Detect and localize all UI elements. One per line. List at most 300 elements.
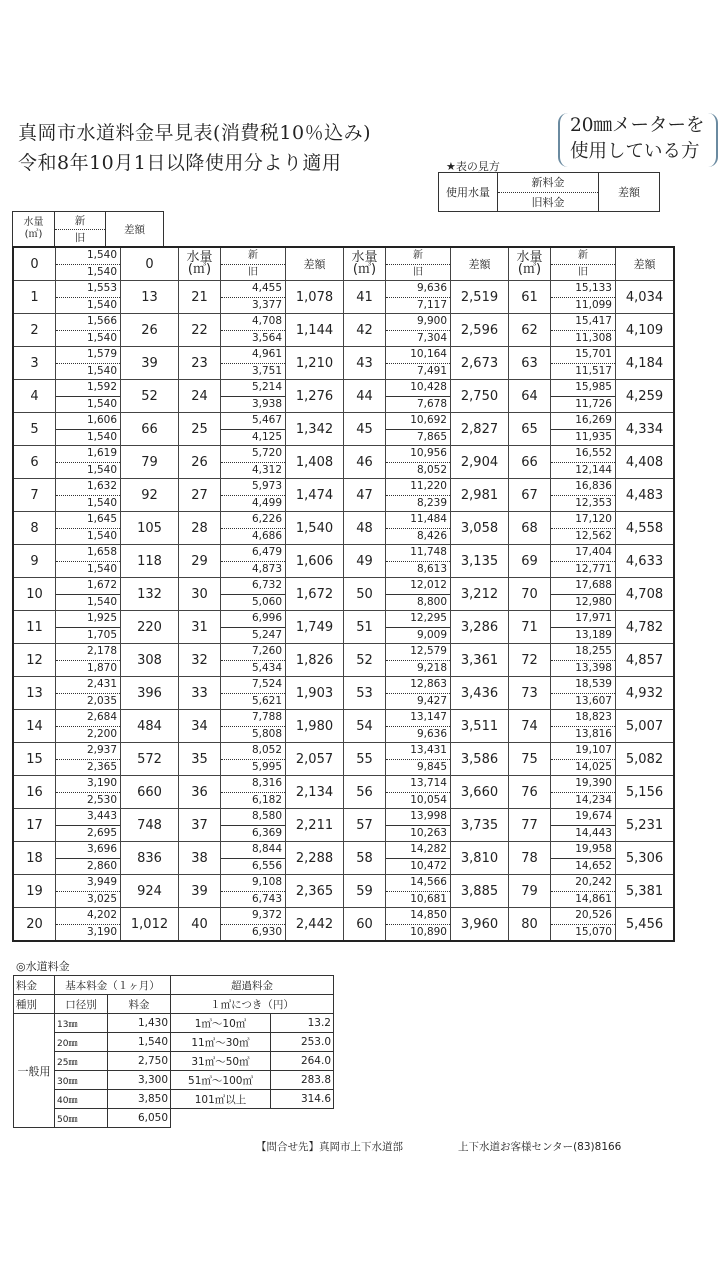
cell-new-old xyxy=(221,314,286,347)
cell-new-old xyxy=(221,347,286,380)
cell-quantity: 67 xyxy=(509,479,551,512)
cell-quantity: 4 xyxy=(13,380,56,413)
cell-new-old xyxy=(551,512,616,545)
cell-diff: 5,381 xyxy=(616,875,675,908)
cell-new-old xyxy=(386,809,451,842)
cell-new: 19,107 xyxy=(551,743,615,760)
cell-old: 5,434 xyxy=(251,661,282,674)
legend-old: 旧料金 xyxy=(498,192,599,212)
cell-old: 7,304 xyxy=(416,331,447,344)
cell-new: 17,120 xyxy=(551,512,615,529)
fee-h-diameter: 口径別 xyxy=(55,995,108,1014)
cell-quantity: 50 xyxy=(344,578,386,611)
cell-quantity: 49 xyxy=(344,545,386,578)
cell-new-old xyxy=(386,347,451,380)
cell-new-old xyxy=(386,908,451,942)
cell-old: 4,499 xyxy=(251,496,282,509)
cell-new-old xyxy=(221,644,286,677)
cell-old: 3,564 xyxy=(251,331,282,344)
legend-usage: 使用水量 xyxy=(439,173,498,212)
cell-new: 9,900 xyxy=(386,314,450,331)
cell-new-old xyxy=(551,677,616,710)
cell-new: 19,390 xyxy=(551,776,615,793)
cell-diff: 5,156 xyxy=(616,776,675,809)
cell-new: 8,844 xyxy=(221,842,285,859)
cell-new-old xyxy=(221,380,286,413)
cell-diff: 3,586 xyxy=(451,743,509,776)
main-table-header xyxy=(12,211,164,247)
fee-range: 11㎥～30㎥ xyxy=(171,1033,271,1052)
cell-diff: 92 xyxy=(121,479,179,512)
cell-old: 15,070 xyxy=(575,925,612,938)
cell-new: 9,372 xyxy=(221,908,285,925)
cell-new: 3,696 xyxy=(56,842,120,859)
cell-diff: 308 xyxy=(121,644,179,677)
cell-quantity: 44 xyxy=(344,380,386,413)
cell-old: 1,540 xyxy=(86,562,117,575)
table-row xyxy=(13,281,674,314)
cell-diff: 1,144 xyxy=(286,314,344,347)
cell-diff: 1,749 xyxy=(286,611,344,644)
cell-old: 14,234 xyxy=(575,793,612,806)
cell-new-old xyxy=(551,347,616,380)
cell-old: 1,540 xyxy=(86,364,117,377)
cell-diff: 3,511 xyxy=(451,710,509,743)
cell-diff: 3,286 xyxy=(451,611,509,644)
cell-old: 6,930 xyxy=(251,925,282,938)
cell-quantity: 70 xyxy=(509,578,551,611)
cell-old: 7,865 xyxy=(416,430,447,443)
cell-quantity: 24 xyxy=(179,380,221,413)
cell-old: 9,845 xyxy=(416,760,447,773)
cell-quantity: 69 xyxy=(509,545,551,578)
fee-basic: 3,850 xyxy=(108,1090,171,1109)
fee-range: 101㎥以上 xyxy=(171,1090,271,1109)
cell-new-old xyxy=(56,413,121,446)
cell-old: 9,636 xyxy=(416,727,447,740)
fee-diameter: 50㎜ xyxy=(55,1109,108,1128)
cell-new: 13,714 xyxy=(386,776,450,793)
cell-diff: 3,735 xyxy=(451,809,509,842)
cell-new: 6,996 xyxy=(221,611,285,628)
cell-diff: 5,007 xyxy=(616,710,675,743)
cell-new: 16,269 xyxy=(551,413,615,430)
cell-diff: 39 xyxy=(121,347,179,380)
cell-new-old xyxy=(221,611,286,644)
cell-quantity: 54 xyxy=(344,710,386,743)
cell-diff: 4,483 xyxy=(616,479,675,512)
cell-new: 17,971 xyxy=(551,611,615,628)
cell-old: 1,540 xyxy=(86,463,117,476)
table-row xyxy=(13,644,674,677)
cell-quantity: 65 xyxy=(509,413,551,446)
cell-new: 7,524 xyxy=(221,677,285,694)
legend-diff: 差額 xyxy=(599,173,660,212)
cell-new-old xyxy=(221,413,286,446)
cell-new: 12,012 xyxy=(386,578,450,595)
cell-new: 12,295 xyxy=(386,611,450,628)
cell-old: 2,695 xyxy=(86,826,117,839)
cell-diff: 4,782 xyxy=(616,611,675,644)
cell-diff: 4,708 xyxy=(616,578,675,611)
cell-quantity: 79 xyxy=(509,875,551,908)
cell-new-old xyxy=(386,479,451,512)
cell-old: 8,052 xyxy=(416,463,447,476)
cell-diff: 66 xyxy=(121,413,179,446)
cell-diff: 26 xyxy=(121,314,179,347)
cell-diff: 0 xyxy=(121,247,179,281)
cell-diff: 1,012 xyxy=(121,908,179,942)
cell-old: 10,054 xyxy=(410,793,447,806)
cell-quantity: 17 xyxy=(13,809,56,842)
cell-old: 9,009 xyxy=(416,628,447,641)
cell-diff: 4,184 xyxy=(616,347,675,380)
table-row xyxy=(13,776,674,809)
fee-basic: 1,540 xyxy=(108,1033,171,1052)
cell-old: 4,686 xyxy=(251,529,282,542)
cell-new: 17,688 xyxy=(551,578,615,595)
cell-new: 8,052 xyxy=(221,743,285,760)
cell-diff: 924 xyxy=(121,875,179,908)
cell-quantity: 42 xyxy=(344,314,386,347)
column-header-diff: 差額 xyxy=(451,247,509,281)
cell-quantity: 45 xyxy=(344,413,386,446)
cell-new: 4,202 xyxy=(56,908,120,925)
cell-diff: 105 xyxy=(121,512,179,545)
cell-old: 2,035 xyxy=(86,694,117,707)
cell-quantity: 27 xyxy=(179,479,221,512)
cell-diff: 3,810 xyxy=(451,842,509,875)
column-header-quantity: 水量 (㎥) xyxy=(344,247,386,281)
cell-old: 2,365 xyxy=(86,760,117,773)
cell-diff: 2,673 xyxy=(451,347,509,380)
column-header-quantity: 水量 (㎥) xyxy=(509,247,551,281)
fee-rate: 283.8 xyxy=(271,1071,334,1090)
cell-quantity: 61 xyxy=(509,281,551,314)
cell-new-old xyxy=(56,677,121,710)
cell-quantity: 14 xyxy=(13,710,56,743)
cell-new-old xyxy=(551,479,616,512)
cell-new-old xyxy=(386,842,451,875)
table-row xyxy=(13,875,674,908)
fee-rate: 314.6 xyxy=(271,1090,334,1109)
cell-new: 15,417 xyxy=(551,314,615,331)
fee-diameter: 25㎜ xyxy=(55,1052,108,1071)
cell-new-old xyxy=(551,314,616,347)
cell-old: 1,540 xyxy=(86,265,117,278)
cell-diff: 1,672 xyxy=(286,578,344,611)
legend-new: 新料金 xyxy=(498,173,599,193)
cell-old: 3,938 xyxy=(251,397,282,410)
cell-old: 4,873 xyxy=(251,562,282,575)
cell-quantity: 15 xyxy=(13,743,56,776)
cell-old: 5,995 xyxy=(251,760,282,773)
cell-quantity: 52 xyxy=(344,644,386,677)
table-row xyxy=(13,743,674,776)
cell-old: 12,771 xyxy=(575,562,612,575)
cell-quantity: 57 xyxy=(344,809,386,842)
cell-new-old xyxy=(386,875,451,908)
cell-new: 1,658 xyxy=(56,545,120,562)
cell-quantity: 71 xyxy=(509,611,551,644)
fee-row xyxy=(14,1014,334,1033)
page-title: 真岡市水道料金早見表(消費税10％込み) xyxy=(18,122,372,144)
cell-new-old xyxy=(386,446,451,479)
fee-basic: 1,430 xyxy=(108,1014,171,1033)
cell-quantity: 40 xyxy=(179,908,221,942)
cell-quantity: 64 xyxy=(509,380,551,413)
cell-diff: 2,365 xyxy=(286,875,344,908)
cell-quantity: 33 xyxy=(179,677,221,710)
cell-diff: 3,436 xyxy=(451,677,509,710)
cell-quantity: 3 xyxy=(13,347,56,380)
cell-old: 7,491 xyxy=(416,364,447,377)
cell-new: 2,431 xyxy=(56,677,120,694)
cell-diff: 1,474 xyxy=(286,479,344,512)
column-header-new-old: 新 旧 xyxy=(386,247,451,281)
cell-new-old xyxy=(386,380,451,413)
column-header-diff: 差額 xyxy=(286,247,344,281)
cell-quantity: 0 xyxy=(13,247,56,281)
cell-quantity: 30 xyxy=(179,578,221,611)
cell-new: 15,985 xyxy=(551,380,615,397)
cell-new: 2,178 xyxy=(56,644,120,661)
cell-quantity: 55 xyxy=(344,743,386,776)
cell-new-old xyxy=(56,809,121,842)
cell-new-old xyxy=(551,413,616,446)
table-row xyxy=(13,842,674,875)
table-row xyxy=(13,446,674,479)
cell-new: 6,479 xyxy=(221,545,285,562)
cell-new-old xyxy=(221,776,286,809)
cell-new: 7,260 xyxy=(221,644,285,661)
cell-diff: 220 xyxy=(121,611,179,644)
header-new: 新 xyxy=(55,212,106,230)
cell-diff: 3,212 xyxy=(451,578,509,611)
cell-diff: 52 xyxy=(121,380,179,413)
cell-new: 10,956 xyxy=(386,446,450,463)
cell-diff: 4,408 xyxy=(616,446,675,479)
cell-new: 1,619 xyxy=(56,446,120,463)
cell-diff: 4,109 xyxy=(616,314,675,347)
fee-range: 51㎥～100㎥ xyxy=(171,1071,271,1090)
cell-new-old xyxy=(221,281,286,314)
cell-new: 18,255 xyxy=(551,644,615,661)
cell-old: 13,189 xyxy=(575,628,612,641)
cell-new-old xyxy=(551,809,616,842)
cell-new: 12,863 xyxy=(386,677,450,694)
cell-diff: 2,904 xyxy=(451,446,509,479)
cell-old: 11,935 xyxy=(575,430,612,443)
cell-quantity: 20 xyxy=(13,908,56,942)
fee-rate: 253.0 xyxy=(271,1033,334,1052)
cell-quantity: 73 xyxy=(509,677,551,710)
rate-table xyxy=(12,246,675,942)
cell-new: 16,836 xyxy=(551,479,615,496)
table-row xyxy=(13,314,674,347)
cell-old: 2,860 xyxy=(86,859,117,872)
cell-old: 1,540 xyxy=(86,529,117,542)
cell-new: 15,133 xyxy=(551,281,615,298)
cell-new: 1,540 xyxy=(56,248,120,265)
cell-diff: 3,960 xyxy=(451,908,509,942)
cell-diff: 79 xyxy=(121,446,179,479)
cell-new: 1,925 xyxy=(56,611,120,628)
cell-old: 4,125 xyxy=(251,430,282,443)
cell-new-old xyxy=(56,644,121,677)
cell-quantity: 41 xyxy=(344,281,386,314)
cell-diff: 396 xyxy=(121,677,179,710)
cell-new-old xyxy=(221,446,286,479)
cell-new: 1,566 xyxy=(56,314,120,331)
cell-old: 8,800 xyxy=(416,595,447,608)
cell-new: 19,674 xyxy=(551,809,615,826)
cell-old: 11,726 xyxy=(575,397,612,410)
cell-diff: 1,903 xyxy=(286,677,344,710)
header-old: 旧 xyxy=(55,229,106,247)
cell-diff: 3,660 xyxy=(451,776,509,809)
cell-new-old xyxy=(551,380,616,413)
cell-quantity: 56 xyxy=(344,776,386,809)
callout-line-2: 使用している方 xyxy=(570,141,700,162)
cell-new: 3,443 xyxy=(56,809,120,826)
cell-new-old xyxy=(221,743,286,776)
cell-new-old xyxy=(56,611,121,644)
cell-quantity: 63 xyxy=(509,347,551,380)
cell-new: 3,949 xyxy=(56,875,120,892)
cell-new: 10,164 xyxy=(386,347,450,364)
column-header-new-old: 新 旧 xyxy=(551,247,616,281)
cell-new-old xyxy=(56,479,121,512)
cell-quantity: 26 xyxy=(179,446,221,479)
cell-old: 12,144 xyxy=(575,463,612,476)
cell-old: 10,681 xyxy=(410,892,447,905)
cell-new-old xyxy=(56,908,121,942)
cell-new: 1,553 xyxy=(56,281,120,298)
cell-quantity: 48 xyxy=(344,512,386,545)
cell-diff: 2,981 xyxy=(451,479,509,512)
cell-old: 12,562 xyxy=(575,529,612,542)
cell-quantity: 38 xyxy=(179,842,221,875)
cell-new-old xyxy=(56,842,121,875)
cell-quantity: 74 xyxy=(509,710,551,743)
cell-new-old xyxy=(386,677,451,710)
cell-new-old xyxy=(386,413,451,446)
cell-quantity: 37 xyxy=(179,809,221,842)
cell-diff: 5,306 xyxy=(616,842,675,875)
cell-old: 1,870 xyxy=(86,661,117,674)
table-row xyxy=(13,380,674,413)
cell-new: 12,579 xyxy=(386,644,450,661)
table-row xyxy=(13,347,674,380)
cell-diff: 5,231 xyxy=(616,809,675,842)
cell-quantity: 62 xyxy=(509,314,551,347)
table-row xyxy=(13,479,674,512)
cell-old: 11,308 xyxy=(575,331,612,344)
cell-new: 8,316 xyxy=(221,776,285,793)
header-diff: 差額 xyxy=(106,212,164,247)
cell-diff: 5,456 xyxy=(616,908,675,942)
cell-old: 6,369 xyxy=(251,826,282,839)
fee-diameter: 40㎜ xyxy=(55,1090,108,1109)
cell-new-old xyxy=(221,578,286,611)
cell-new: 5,720 xyxy=(221,446,285,463)
cell-old: 13,398 xyxy=(575,661,612,674)
cell-new-old xyxy=(551,545,616,578)
cell-diff: 4,857 xyxy=(616,644,675,677)
cell-old: 14,861 xyxy=(575,892,612,905)
cell-new-old xyxy=(56,512,121,545)
cell-new: 14,282 xyxy=(386,842,450,859)
cell-diff: 132 xyxy=(121,578,179,611)
cell-new-old xyxy=(56,578,121,611)
cell-new: 10,692 xyxy=(386,413,450,430)
cell-diff: 572 xyxy=(121,743,179,776)
cell-diff: 660 xyxy=(121,776,179,809)
fee-range: 1㎥～10㎥ xyxy=(171,1014,271,1033)
cell-quantity: 18 xyxy=(13,842,56,875)
cell-new: 1,592 xyxy=(56,380,120,397)
fee-diameter: 30㎜ xyxy=(55,1071,108,1090)
cell-diff: 748 xyxy=(121,809,179,842)
cell-new: 11,484 xyxy=(386,512,450,529)
cell-old: 3,190 xyxy=(86,925,117,938)
cell-new-old xyxy=(221,809,286,842)
callout-line-1: 20㎜メーターを xyxy=(570,115,705,136)
cell-quantity: 43 xyxy=(344,347,386,380)
cell-quantity: 2 xyxy=(13,314,56,347)
cell-new: 13,147 xyxy=(386,710,450,727)
cell-diff: 4,558 xyxy=(616,512,675,545)
cell-quantity: 31 xyxy=(179,611,221,644)
cell-quantity: 72 xyxy=(509,644,551,677)
fee-h-excess-unit: １㎥につき（円） xyxy=(171,995,334,1014)
cell-new: 14,850 xyxy=(386,908,450,925)
cell-quantity: 1 xyxy=(13,281,56,314)
cell-new: 5,973 xyxy=(221,479,285,496)
cell-old: 11,099 xyxy=(575,298,612,311)
cell-new: 5,467 xyxy=(221,413,285,430)
cell-new-old xyxy=(386,644,451,677)
cell-quantity: 77 xyxy=(509,809,551,842)
cell-diff: 4,633 xyxy=(616,545,675,578)
fee-h-category2: 種別 xyxy=(14,995,55,1014)
cell-new-old xyxy=(551,776,616,809)
cell-old: 9,427 xyxy=(416,694,447,707)
cell-quantity: 21 xyxy=(179,281,221,314)
cell-new-old xyxy=(386,776,451,809)
cell-quantity: 80 xyxy=(509,908,551,942)
cell-old: 1,540 xyxy=(86,430,117,443)
fee-basic: 2,750 xyxy=(108,1052,171,1071)
cell-diff: 1,342 xyxy=(286,413,344,446)
cell-new: 8,580 xyxy=(221,809,285,826)
cell-quantity: 32 xyxy=(179,644,221,677)
cell-new: 11,748 xyxy=(386,545,450,562)
fee-row xyxy=(14,1052,334,1071)
cell-quantity: 25 xyxy=(179,413,221,446)
fee-diameter: 13㎜ xyxy=(55,1014,108,1033)
cell-diff: 3,885 xyxy=(451,875,509,908)
cell-new-old xyxy=(386,611,451,644)
cell-old: 14,443 xyxy=(575,826,612,839)
cell-diff: 1,826 xyxy=(286,644,344,677)
cell-quantity: 5 xyxy=(13,413,56,446)
fee-row xyxy=(14,1071,334,1090)
cell-old: 10,263 xyxy=(410,826,447,839)
cell-new: 4,708 xyxy=(221,314,285,331)
cell-new-old xyxy=(551,446,616,479)
